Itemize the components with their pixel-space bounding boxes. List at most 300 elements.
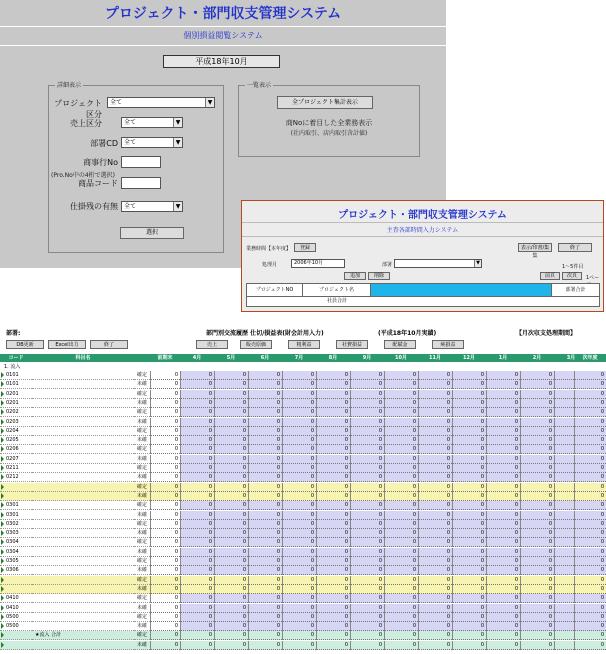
- amount-cell[interactable]: 0: [452, 613, 486, 622]
- amount-cell[interactable]: 0: [486, 436, 520, 445]
- amount-cell[interactable]: 0: [180, 511, 214, 520]
- amount-cell[interactable]: 0: [520, 492, 554, 501]
- amount-cell[interactable]: 0: [150, 622, 180, 631]
- amount-cell[interactable]: 0: [418, 594, 452, 603]
- amount-cell[interactable]: 0: [574, 548, 606, 557]
- ga-expense-button[interactable]: 社費損益: [336, 340, 368, 349]
- amount-cell[interactable]: 0: [418, 418, 452, 427]
- amount-cell[interactable]: 0: [214, 501, 248, 510]
- amount-cell[interactable]: 0: [452, 445, 486, 454]
- amount-cell[interactable]: 0: [486, 631, 520, 640]
- amount-cell[interactable]: 0: [486, 585, 520, 594]
- amount-cell[interactable]: 0: [574, 613, 606, 622]
- amount-cell[interactable]: 0: [350, 604, 384, 613]
- amount-cell[interactable]: 0: [452, 380, 486, 389]
- amount-cell[interactable]: 0: [384, 408, 418, 417]
- amount-cell[interactable]: 0: [350, 492, 384, 501]
- amount-cell[interactable]: 0: [282, 557, 316, 566]
- amount-cell[interactable]: 0: [248, 557, 282, 566]
- amount-cell[interactable]: 0: [150, 594, 180, 603]
- amount-cell[interactable]: 0: [418, 380, 452, 389]
- amount-cell[interactable]: 0: [350, 473, 384, 482]
- amount-cell[interactable]: 0: [486, 538, 520, 547]
- amount-cell[interactable]: 0: [282, 585, 316, 594]
- amount-cell[interactable]: 0: [214, 613, 248, 622]
- amount-cell[interactable]: 0: [520, 399, 554, 408]
- amount-cell[interactable]: 0: [418, 520, 452, 529]
- amount-cell[interactable]: 0: [384, 641, 418, 650]
- amount-cell[interactable]: 0: [350, 399, 384, 408]
- amount-cell[interactable]: 0: [520, 641, 554, 650]
- amount-cell[interactable]: 0: [150, 548, 180, 557]
- amount-cell[interactable]: 0: [316, 371, 350, 380]
- project-category-select[interactable]: [107, 97, 215, 108]
- amount-cell[interactable]: 0: [520, 594, 554, 603]
- amount-cell[interactable]: 0: [452, 538, 486, 547]
- amount-cell[interactable]: 0: [520, 464, 554, 473]
- amount-cell[interactable]: 0: [214, 511, 248, 520]
- amount-cell[interactable]: 0: [282, 604, 316, 613]
- amount-cell[interactable]: 0: [452, 371, 486, 380]
- amount-cell[interactable]: 0: [520, 445, 554, 454]
- amount-cell[interactable]: 0: [418, 604, 452, 613]
- amount-cell[interactable]: 0: [418, 436, 452, 445]
- amount-cell[interactable]: 0: [248, 641, 282, 650]
- amount-cell[interactable]: 0: [150, 390, 180, 399]
- amount-cell[interactable]: 0: [486, 473, 520, 482]
- amount-cell[interactable]: 0: [520, 501, 554, 510]
- amount-cell[interactable]: 0: [214, 445, 248, 454]
- amount-cell[interactable]: 0: [282, 641, 316, 650]
- amount-cell[interactable]: 0: [316, 427, 350, 436]
- amount-cell[interactable]: 0: [384, 585, 418, 594]
- amount-cell[interactable]: 0: [486, 622, 520, 631]
- amount-cell[interactable]: 0: [180, 529, 214, 538]
- amount-cell[interactable]: 0: [418, 371, 452, 380]
- amount-cell[interactable]: 0: [384, 622, 418, 631]
- amount-cell[interactable]: 0: [350, 594, 384, 603]
- amount-cell[interactable]: 0: [574, 390, 606, 399]
- amount-cell[interactable]: 0: [486, 501, 520, 510]
- amount-cell[interactable]: 0: [316, 557, 350, 566]
- amount-cell[interactable]: 0: [418, 390, 452, 399]
- amount-cell[interactable]: 0: [384, 418, 418, 427]
- excel-output-button[interactable]: Excel出力: [48, 340, 86, 349]
- amount-cell[interactable]: 0: [248, 538, 282, 547]
- amount-cell[interactable]: 0: [350, 529, 384, 538]
- amount-cell[interactable]: 0: [452, 473, 486, 482]
- amount-cell[interactable]: 0: [574, 641, 606, 650]
- amount-cell[interactable]: 0: [452, 436, 486, 445]
- amount-cell[interactable]: 0: [418, 511, 452, 520]
- amount-cell[interactable]: 0: [452, 483, 486, 492]
- amount-cell[interactable]: 0: [574, 576, 606, 585]
- amount-cell[interactable]: 0: [350, 548, 384, 557]
- amount-cell[interactable]: 0: [520, 622, 554, 631]
- amount-cell[interactable]: 0: [180, 585, 214, 594]
- amount-cell[interactable]: 0: [486, 408, 520, 417]
- amount-cell[interactable]: 0: [180, 613, 214, 622]
- amount-cell[interactable]: 0: [418, 641, 452, 650]
- amount-cell[interactable]: 0: [452, 455, 486, 464]
- amount-cell[interactable]: 0: [384, 436, 418, 445]
- amount-cell[interactable]: 0: [150, 464, 180, 473]
- amount-cell[interactable]: 0: [150, 473, 180, 482]
- amount-cell[interactable]: 0: [520, 418, 554, 427]
- amount-cell[interactable]: 0: [282, 622, 316, 631]
- amount-cell[interactable]: 0: [150, 501, 180, 510]
- amount-cell[interactable]: 0: [350, 455, 384, 464]
- amount-cell[interactable]: 0: [282, 520, 316, 529]
- amount-cell[interactable]: 0: [214, 371, 248, 380]
- amount-cell[interactable]: 0: [180, 390, 214, 399]
- amount-cell[interactable]: 0: [180, 631, 214, 640]
- amount-cell[interactable]: 0: [316, 473, 350, 482]
- amount-cell[interactable]: 0: [574, 380, 606, 389]
- amount-cell[interactable]: 0: [282, 380, 316, 389]
- amount-cell[interactable]: 0: [180, 436, 214, 445]
- amount-cell[interactable]: 0: [150, 418, 180, 427]
- amount-cell[interactable]: 0: [384, 557, 418, 566]
- amount-cell[interactable]: 0: [418, 408, 452, 417]
- amount-cell[interactable]: 0: [150, 538, 180, 547]
- amount-cell[interactable]: 0: [486, 548, 520, 557]
- wip-select[interactable]: [121, 201, 183, 212]
- amount-cell[interactable]: 0: [486, 380, 520, 389]
- amount-cell[interactable]: 0: [384, 566, 418, 575]
- amount-cell[interactable]: 0: [574, 492, 606, 501]
- amount-cell[interactable]: 0: [180, 622, 214, 631]
- amount-cell[interactable]: 0: [282, 548, 316, 557]
- amount-cell[interactable]: 0: [418, 501, 452, 510]
- amount-cell[interactable]: 0: [486, 427, 520, 436]
- amount-cell[interactable]: 0: [150, 576, 180, 585]
- amount-cell[interactable]: 0: [520, 473, 554, 482]
- amount-cell[interactable]: 0: [214, 641, 248, 650]
- amount-cell[interactable]: 0: [150, 483, 180, 492]
- amount-cell[interactable]: 0: [214, 473, 248, 482]
- amount-cell[interactable]: 0: [180, 427, 214, 436]
- amount-cell[interactable]: 0: [248, 576, 282, 585]
- amount-cell[interactable]: 0: [574, 566, 606, 575]
- amount-cell[interactable]: 0: [282, 408, 316, 417]
- amount-cell[interactable]: 0: [574, 511, 606, 520]
- amount-cell[interactable]: 0: [418, 631, 452, 640]
- amount-cell[interactable]: 0: [350, 613, 384, 622]
- amount-cell[interactable]: 0: [248, 427, 282, 436]
- amount-cell[interactable]: 0: [150, 408, 180, 417]
- amount-cell[interactable]: 0: [316, 538, 350, 547]
- amount-cell[interactable]: 0: [520, 408, 554, 417]
- amount-cell[interactable]: 0: [150, 511, 180, 520]
- amount-cell[interactable]: 0: [452, 511, 486, 520]
- amount-cell[interactable]: 0: [418, 464, 452, 473]
- amount-cell[interactable]: 0: [520, 538, 554, 547]
- amount-cell[interactable]: 0: [180, 548, 214, 557]
- amount-cell[interactable]: 0: [150, 566, 180, 575]
- amount-cell[interactable]: 0: [316, 529, 350, 538]
- amount-cell[interactable]: 0: [316, 390, 350, 399]
- amount-cell[interactable]: 0: [248, 492, 282, 501]
- amount-cell[interactable]: 0: [248, 585, 282, 594]
- amount-cell[interactable]: 0: [214, 594, 248, 603]
- amount-cell[interactable]: 0: [282, 492, 316, 501]
- dept-cd-select[interactable]: [121, 137, 183, 148]
- amount-cell[interactable]: 0: [282, 576, 316, 585]
- amount-cell[interactable]: 0: [574, 604, 606, 613]
- amount-cell[interactable]: 0: [418, 566, 452, 575]
- amount-cell[interactable]: 0: [350, 511, 384, 520]
- amount-cell[interactable]: 0: [452, 464, 486, 473]
- amount-cell[interactable]: 0: [418, 427, 452, 436]
- amount-cell[interactable]: 0: [350, 566, 384, 575]
- amount-cell[interactable]: 0: [350, 380, 384, 389]
- amount-cell[interactable]: 0: [248, 622, 282, 631]
- amount-cell[interactable]: 0: [350, 436, 384, 445]
- amount-cell[interactable]: 0: [452, 576, 486, 585]
- amount-cell[interactable]: 0: [384, 390, 418, 399]
- amount-cell[interactable]: 0: [214, 557, 248, 566]
- amount-cell[interactable]: 0: [384, 613, 418, 622]
- amount-cell[interactable]: 0: [520, 427, 554, 436]
- amount-cell[interactable]: 0: [282, 613, 316, 622]
- amount-cell[interactable]: 0: [180, 641, 214, 650]
- amount-cell[interactable]: 0: [486, 557, 520, 566]
- amount-cell[interactable]: 0: [418, 548, 452, 557]
- amount-cell[interactable]: 0: [214, 520, 248, 529]
- amount-cell[interactable]: 0: [384, 501, 418, 510]
- amount-cell[interactable]: 0: [248, 529, 282, 538]
- amount-cell[interactable]: 0: [150, 631, 180, 640]
- amount-cell[interactable]: 0: [350, 427, 384, 436]
- amount-cell[interactable]: 0: [384, 399, 418, 408]
- amount-cell[interactable]: 0: [452, 418, 486, 427]
- amount-cell[interactable]: 0: [574, 557, 606, 566]
- amount-cell[interactable]: 0: [214, 418, 248, 427]
- amount-cell[interactable]: 0: [486, 390, 520, 399]
- amount-cell[interactable]: 0: [316, 483, 350, 492]
- amount-cell[interactable]: 0: [150, 436, 180, 445]
- amount-cell[interactable]: 0: [520, 455, 554, 464]
- select-button[interactable]: 選択: [120, 227, 184, 239]
- amount-cell[interactable]: 0: [316, 501, 350, 510]
- amount-cell[interactable]: 0: [214, 585, 248, 594]
- amount-cell[interactable]: 0: [574, 408, 606, 417]
- amount-cell[interactable]: 0: [520, 520, 554, 529]
- amount-cell[interactable]: 0: [180, 604, 214, 613]
- amount-cell[interactable]: 0: [214, 604, 248, 613]
- amount-cell[interactable]: 0: [418, 576, 452, 585]
- amount-cell[interactable]: 0: [350, 538, 384, 547]
- amount-cell[interactable]: 0: [248, 418, 282, 427]
- amount-cell[interactable]: 0: [520, 613, 554, 622]
- amount-cell[interactable]: 0: [452, 622, 486, 631]
- amount-cell[interactable]: 0: [282, 390, 316, 399]
- amount-cell[interactable]: 0: [150, 455, 180, 464]
- amount-cell[interactable]: 0: [350, 631, 384, 640]
- amount-cell[interactable]: 0: [248, 408, 282, 417]
- amount-cell[interactable]: 0: [452, 631, 486, 640]
- gross-button[interactable]: 粗利益: [288, 340, 320, 349]
- amount-cell[interactable]: 0: [452, 604, 486, 613]
- amount-cell[interactable]: 0: [574, 445, 606, 454]
- amount-cell[interactable]: 0: [418, 538, 452, 547]
- amount-cell[interactable]: 0: [384, 511, 418, 520]
- amount-cell[interactable]: 0: [520, 631, 554, 640]
- amount-cell[interactable]: 0: [350, 585, 384, 594]
- amount-cell[interactable]: 0: [180, 445, 214, 454]
- amount-cell[interactable]: 0: [350, 501, 384, 510]
- amount-cell[interactable]: 0: [418, 399, 452, 408]
- amount-cell[interactable]: 0: [282, 455, 316, 464]
- amount-cell[interactable]: 0: [248, 511, 282, 520]
- amount-cell[interactable]: 0: [418, 613, 452, 622]
- amount-cell[interactable]: 0: [248, 483, 282, 492]
- amount-cell[interactable]: 0: [384, 473, 418, 482]
- amount-cell[interactable]: 0: [486, 371, 520, 380]
- amount-cell[interactable]: 0: [180, 408, 214, 417]
- amount-cell[interactable]: 0: [150, 641, 180, 650]
- amount-cell[interactable]: 0: [384, 576, 418, 585]
- amount-cell[interactable]: 0: [520, 483, 554, 492]
- amount-cell[interactable]: 0: [180, 418, 214, 427]
- amount-cell[interactable]: 0: [316, 511, 350, 520]
- amount-cell[interactable]: 0: [214, 380, 248, 389]
- amount-cell[interactable]: 0: [316, 464, 350, 473]
- amount-cell[interactable]: 0: [574, 427, 606, 436]
- amount-cell[interactable]: 0: [316, 492, 350, 501]
- amount-cell[interactable]: 0: [282, 501, 316, 510]
- amount-cell[interactable]: 0: [150, 529, 180, 538]
- amount-cell[interactable]: 0: [248, 399, 282, 408]
- amount-cell[interactable]: 0: [282, 529, 316, 538]
- amount-cell[interactable]: 0: [418, 473, 452, 482]
- amount-cell[interactable]: 0: [180, 520, 214, 529]
- amount-cell[interactable]: 0: [384, 594, 418, 603]
- amount-cell[interactable]: 0: [248, 464, 282, 473]
- amount-cell[interactable]: 0: [282, 511, 316, 520]
- amount-cell[interactable]: 0: [520, 436, 554, 445]
- amount-cell[interactable]: 0: [520, 557, 554, 566]
- amount-cell[interactable]: 0: [452, 641, 486, 650]
- amount-cell[interactable]: 0: [316, 548, 350, 557]
- amount-cell[interactable]: 0: [150, 445, 180, 454]
- amount-cell[interactable]: 0: [418, 492, 452, 501]
- amount-cell[interactable]: 0: [486, 455, 520, 464]
- amount-cell[interactable]: 0: [574, 520, 606, 529]
- amount-cell[interactable]: 0: [316, 380, 350, 389]
- amount-cell[interactable]: 0: [486, 613, 520, 622]
- amount-cell[interactable]: 0: [214, 548, 248, 557]
- amount-cell[interactable]: 0: [150, 427, 180, 436]
- amount-cell[interactable]: 0: [486, 418, 520, 427]
- amount-cell[interactable]: 0: [282, 483, 316, 492]
- amount-cell[interactable]: 0: [150, 380, 180, 389]
- amount-cell[interactable]: 0: [520, 380, 554, 389]
- amount-cell[interactable]: 0: [452, 566, 486, 575]
- amount-cell[interactable]: 0: [282, 594, 316, 603]
- amount-cell[interactable]: 0: [520, 604, 554, 613]
- list-button[interactable]: 表示/印書/集集: [518, 243, 552, 252]
- amount-cell[interactable]: 0: [384, 427, 418, 436]
- amount-cell[interactable]: 0: [248, 390, 282, 399]
- amount-cell[interactable]: 0: [574, 538, 606, 547]
- amount-cell[interactable]: 0: [316, 418, 350, 427]
- amount-cell[interactable]: 0: [452, 501, 486, 510]
- register-button[interactable]: 登録: [294, 243, 316, 252]
- amount-cell[interactable]: 0: [150, 604, 180, 613]
- amount-cell[interactable]: 0: [316, 408, 350, 417]
- amount-cell[interactable]: 0: [150, 613, 180, 622]
- amount-cell[interactable]: 0: [350, 418, 384, 427]
- amount-cell[interactable]: 0: [350, 408, 384, 417]
- amount-cell[interactable]: 0: [574, 529, 606, 538]
- amount-cell[interactable]: 0: [180, 371, 214, 380]
- amount-cell[interactable]: 0: [248, 604, 282, 613]
- amount-cell[interactable]: 0: [150, 520, 180, 529]
- amount-cell[interactable]: 0: [350, 390, 384, 399]
- amount-cell[interactable]: 0: [150, 492, 180, 501]
- amount-cell[interactable]: 0: [316, 455, 350, 464]
- amount-cell[interactable]: 0: [248, 566, 282, 575]
- amount-cell[interactable]: 0: [452, 529, 486, 538]
- amount-cell[interactable]: 0: [486, 566, 520, 575]
- amount-cell[interactable]: 0: [520, 566, 554, 575]
- close-button[interactable]: 終了: [558, 243, 592, 252]
- amount-cell[interactable]: 0: [452, 427, 486, 436]
- amount-cell[interactable]: 0: [282, 427, 316, 436]
- amount-cell[interactable]: 0: [214, 399, 248, 408]
- amount-cell[interactable]: 0: [248, 445, 282, 454]
- amount-cell[interactable]: 0: [150, 371, 180, 380]
- amount-cell[interactable]: 0: [452, 594, 486, 603]
- next-button[interactable]: 次頁: [562, 272, 582, 280]
- amount-cell[interactable]: 0: [452, 399, 486, 408]
- amount-cell[interactable]: 0: [486, 445, 520, 454]
- amount-cell[interactable]: 0: [180, 501, 214, 510]
- amount-cell[interactable]: 0: [418, 445, 452, 454]
- amount-cell[interactable]: 0: [248, 548, 282, 557]
- amount-cell[interactable]: 0: [574, 473, 606, 482]
- amount-cell[interactable]: 0: [520, 390, 554, 399]
- amount-cell[interactable]: 0: [214, 566, 248, 575]
- amount-cell[interactable]: 0: [452, 390, 486, 399]
- amount-cell[interactable]: 0: [248, 631, 282, 640]
- amount-cell[interactable]: 0: [384, 520, 418, 529]
- amount-cell[interactable]: 0: [486, 594, 520, 603]
- amount-cell[interactable]: 0: [350, 557, 384, 566]
- amount-cell[interactable]: 0: [574, 418, 606, 427]
- amount-cell[interactable]: 0: [214, 631, 248, 640]
- amount-cell[interactable]: 0: [452, 520, 486, 529]
- prev-button[interactable]: 前頁: [540, 272, 560, 280]
- amount-cell[interactable]: 0: [384, 464, 418, 473]
- amount-cell[interactable]: 0: [316, 641, 350, 650]
- amount-cell[interactable]: 0: [384, 445, 418, 454]
- amount-cell[interactable]: 0: [350, 641, 384, 650]
- amount-cell[interactable]: 0: [316, 445, 350, 454]
- amount-cell[interactable]: 0: [316, 622, 350, 631]
- amount-cell[interactable]: 0: [384, 492, 418, 501]
- amount-cell[interactable]: 0: [520, 371, 554, 380]
- amount-cell[interactable]: 0: [384, 371, 418, 380]
- amount-cell[interactable]: 0: [486, 641, 520, 650]
- allocation-button[interactable]: 配賦金: [384, 340, 416, 349]
- amount-cell[interactable]: 0: [214, 483, 248, 492]
- amount-cell[interactable]: 0: [180, 557, 214, 566]
- amount-cell[interactable]: 0: [384, 548, 418, 557]
- amount-cell[interactable]: 0: [486, 492, 520, 501]
